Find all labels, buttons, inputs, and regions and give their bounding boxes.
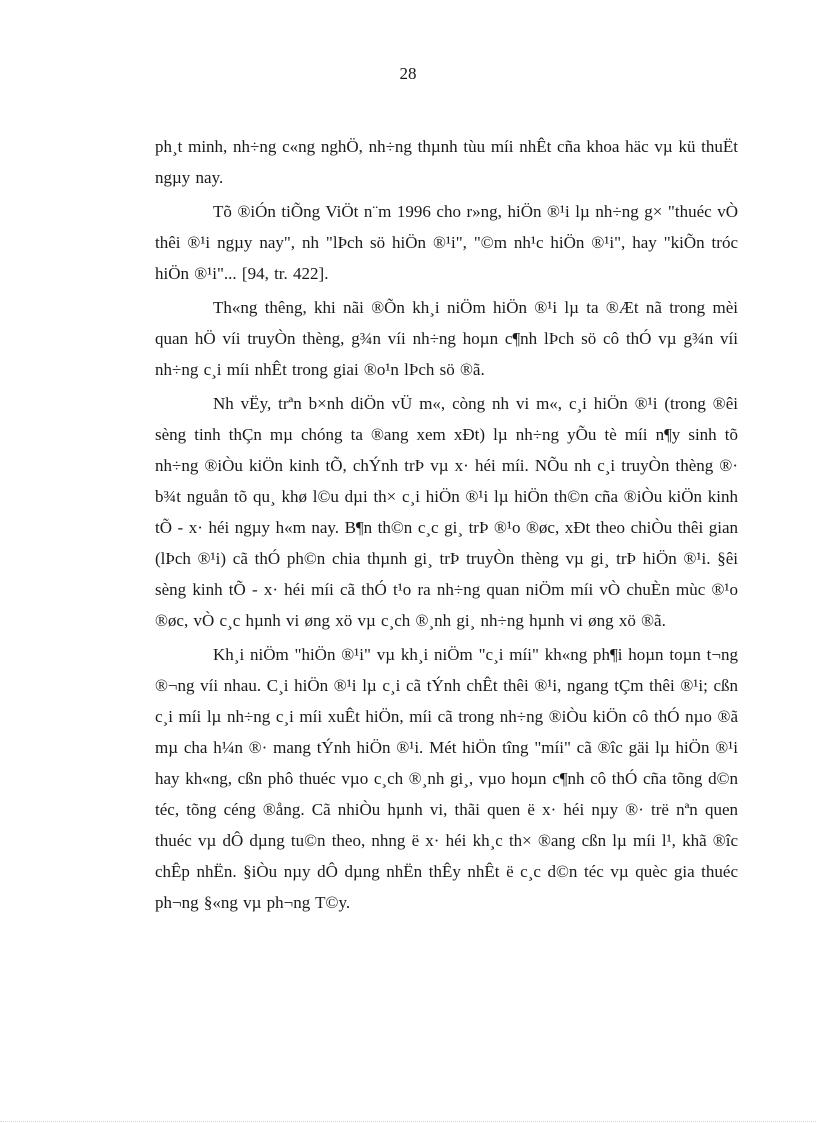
body-text [155,131,738,921]
paragraph-4: Nh vËy, trªn b×nh diÖn vÜ m«, còng nh vi m«, c¸i hiÖn ®¹i (trong ®êi sèng tinh thÇn mµ chóng ta ®ang xem xÐt) lµ nh÷ng yÕu tè míi n¶y sinh tõ nh÷ng ®iÒu kiÖn kinh tÕ, chÝnh trÞ vµ x· héi míi. NÕu nh c¸i truyÒn thèng ®· b¾t nguån tõ qu¸ khø l©u dµi th× c¸i hiÖn ®¹i lµ hiÖn th©n cña ®iÒu kiÖn kinh tÕ - x· héi ngµy h«m nay. B¶n th©n c¸c gi¸ trÞ ®¹o ®øc, xÐt theo chiÒu thêi gian (lÞch ®¹i) cã thÓ ph©n chia thµnh gi¸ trÞ truyÒn thèng vµ gi¸ trÞ hiÖn ®¹i. §êi sèng kinh tÕ - x· héi míi cã thÓ t¹o ra nh÷ng quan niÖm míi vÒ chuÈn mùc ®¹o ®øc, vÒ c¸c hµnh vi øng xö vµ c¸ch ®¸nh gi¸ nh÷ng hµnh vi øng xö ®ã. [155,394,738,630]
paragraph-3: Th«ng thêng, khi nãi ®Õn kh¸i niÖm hiÖn ®¹i lµ ta ®Æt nã trong mèi quan hÖ víi truyÒn thèng, g¾n víi nh÷ng hoµn c¶nh lÞch sö cô thÓ vµ g¾n víi nh÷ng c¸i míi nhÊt trong giai ®o¹n lÞch sö ®ã. [155,298,738,379]
page-bottom-divider [0,1121,816,1122]
paragraph-1: ph¸t minh, nh÷ng c«ng nghÖ, nh÷ng thµnh tùu míi nhÊt cña khoa häc vµ kü thuËt ngµy nay. [155,137,738,187]
page-number: 28 [399,64,417,83]
paragraph-5: Kh¸i niÖm "hiÖn ®¹i" vµ kh¸i niÖm "c¸i míi" kh«ng ph¶i hoµn toµn t¬ng ®¬ng víi nhau. C¸i hiÖn ®¹i lµ c¸i cã tÝnh chÊt thêi ®¹i, ngang tÇm thêi ®¹i; cßn c¸i míi lµ nh÷ng c¸i míi xuÊt hiÖn, míi cã trong nh÷ng ®iÒu kiÖn cô thÓ nµo ®ã mµ cha h¼n ®· mang tÝnh hiÖn ®¹i. Mét hiÖn tîng "míi" cã ®îc gäi lµ hiÖn ®¹i hay kh«ng, cßn phô thuéc vµo c¸ch ®¸nh gi¸, vµo hoµn c¶nh cô thÓ cña tõng d©n téc, tõng céng ®ång. Cã nhiÒu hµnh vi, thãi quen ë x· héi nµy ®· trë nªn quen thuéc vµ dÔ dµng tu©n theo, nhng ë x· héi kh¸c th× ®ang cßn lµ míi l¹, khã ®îc chÊp nhËn. §iÒu nµy dÔ dµng nhËn thÊy nhÊt ë c¸c d©n téc vµ quèc gia thuéc ph¬ng §«ng vµ ph¬ng T©y. [155,645,738,912]
paragraph-2: Tõ ®iÓn tiÕng ViÖt n¨m 1996 cho r»ng, hiÖn ®¹i lµ nh÷ng g× "thuéc vÒ thêi ®¹i ngµy nay", nh "lÞch sö hiÖn ®¹i", "©m nh¹c hiÖn ®¹i", hay "kiÕn tróc hiÖn ®¹i"... [94, tr. 422]. [155,202,738,283]
